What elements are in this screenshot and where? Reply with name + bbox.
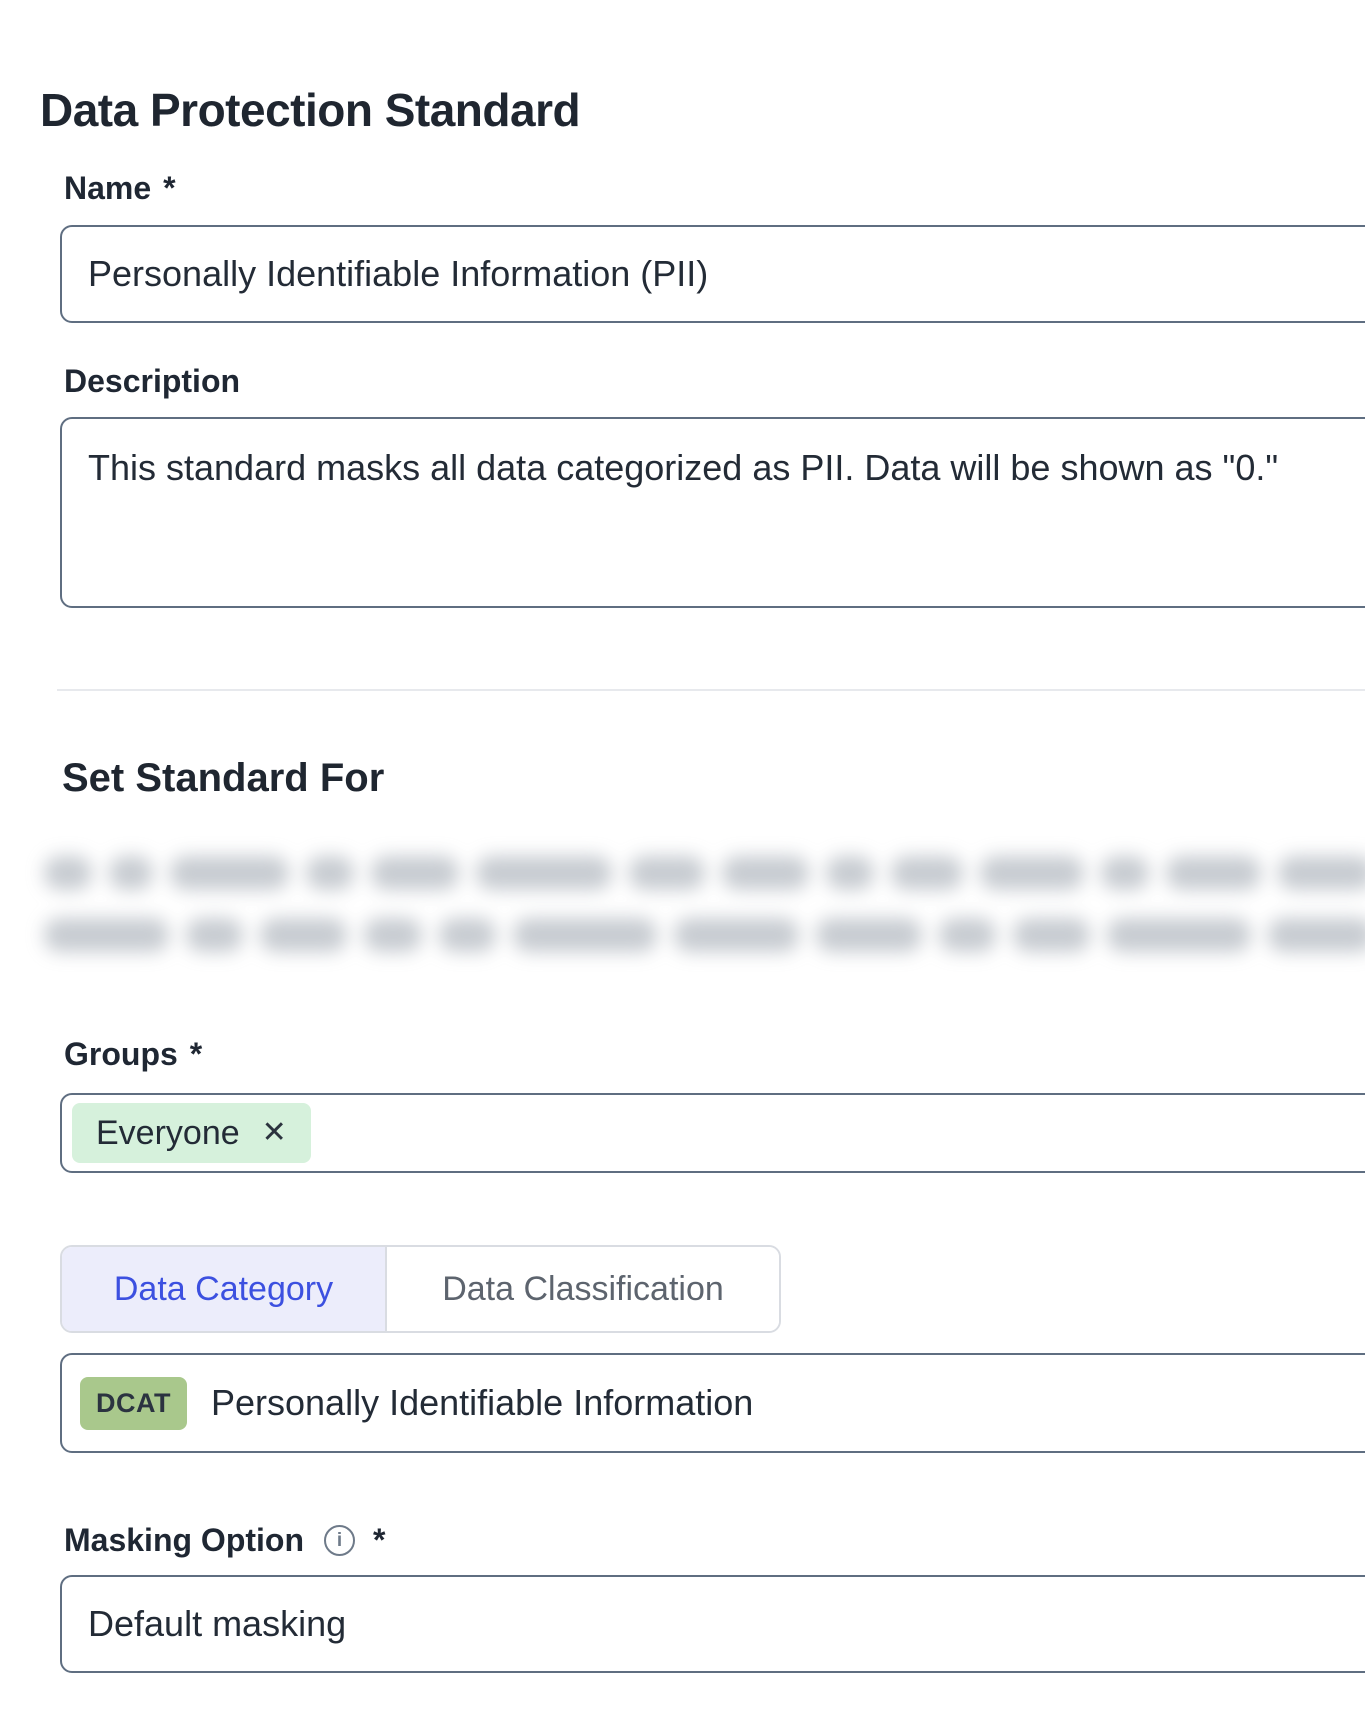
tab-data-category-label: Data Category xyxy=(113,1269,334,1308)
name-required-marker: * xyxy=(163,170,176,206)
chip-remove-icon[interactable]: ✕ xyxy=(261,1116,287,1149)
data-category-input[interactable] xyxy=(60,1353,1365,1453)
masking-option-select[interactable] xyxy=(60,1575,1365,1673)
tab-data-classification[interactable] xyxy=(387,1247,779,1331)
name-label-text: Name xyxy=(64,170,152,206)
group-chip-everyone[interactable] xyxy=(72,1103,311,1163)
groups-required-marker: * xyxy=(189,1036,203,1072)
groups-label-text: Groups xyxy=(64,1036,178,1072)
section-divider xyxy=(57,689,1365,691)
masking-label-text: Masking Option xyxy=(64,1522,304,1558)
dcat-badge: DCAT xyxy=(80,1377,187,1430)
tab-data-classification-label: Data Classification xyxy=(442,1269,724,1308)
set-standard-for-heading: Set Standard For xyxy=(62,756,385,800)
masking-option-label xyxy=(64,1522,385,1559)
description-textarea[interactable] xyxy=(60,417,1365,608)
name-input[interactable] xyxy=(60,225,1365,323)
group-chip-label: Everyone xyxy=(96,1113,240,1152)
masking-option-value: Default masking xyxy=(88,1603,347,1644)
name-label xyxy=(64,170,176,207)
info-icon[interactable]: i xyxy=(324,1525,355,1556)
masking-required-marker: * xyxy=(373,1522,386,1558)
description-label xyxy=(64,363,240,400)
tab-data-category[interactable] xyxy=(62,1247,387,1331)
page-title: Data Protection Standard xyxy=(40,83,581,136)
blurred-paragraph xyxy=(44,856,1365,980)
blurred-text-line xyxy=(44,856,1365,890)
groups-input[interactable] xyxy=(60,1093,1365,1173)
data-category-value: Personally Identifiable Information xyxy=(210,1382,754,1423)
blurred-text-line xyxy=(44,918,1365,952)
description-label-text: Description xyxy=(64,363,241,399)
category-type-tabs xyxy=(60,1245,781,1333)
groups-label xyxy=(64,1036,202,1073)
